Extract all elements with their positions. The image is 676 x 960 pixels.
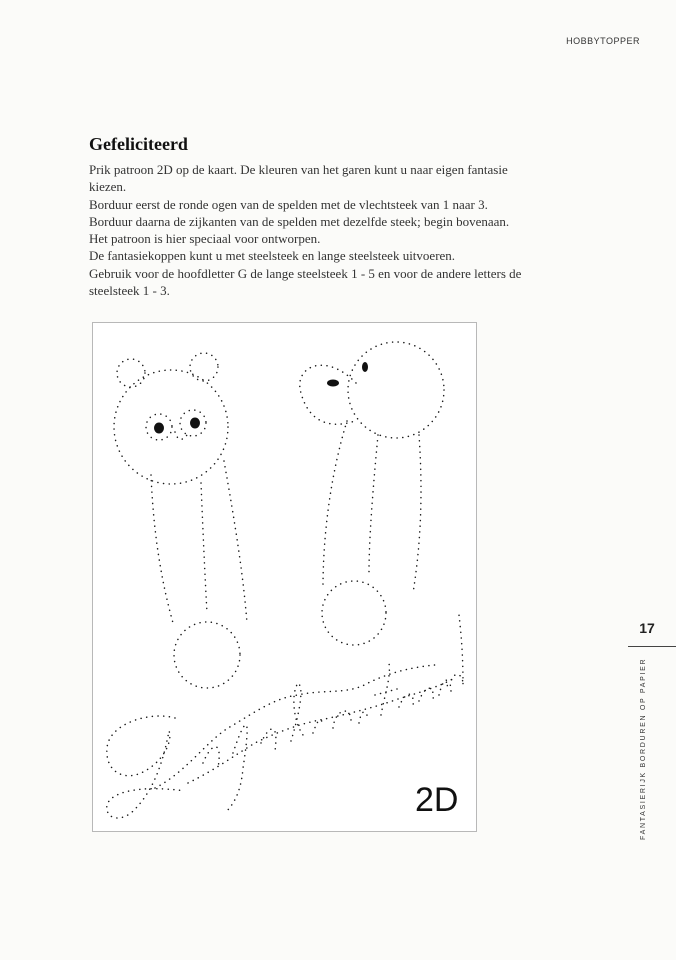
bear-right-eye [190, 418, 200, 429]
page-number: 17 [639, 620, 655, 636]
letter-t [375, 663, 397, 715]
pattern-label: 2D [415, 781, 459, 819]
bear-right-ear [190, 353, 218, 381]
duck-head [348, 342, 444, 438]
article-title: Gefeliciteerd [89, 134, 188, 154]
page-number-divider [628, 646, 676, 647]
bear-left-ear [117, 359, 145, 387]
bear-left-eye [154, 423, 164, 434]
bear-pin-shaft [201, 483, 207, 613]
body-line-3: Borduur eerst de ronde ogen van de spelden met de vlechtsteek van 1 naar 3. [89, 196, 488, 212]
body-line-2: kiezen. [89, 179, 127, 195]
letter-e2 [261, 729, 276, 751]
duck-pin-shaft [369, 435, 378, 573]
bear-pin-loop [174, 622, 240, 688]
duck-eye [362, 362, 368, 372]
body-line-4: Borduur daarna de zijkanten van de spelden met dezelfde steek; begin bovenaan. [89, 213, 510, 229]
bear-pin-left-side [151, 475, 173, 623]
letter-g-outline [107, 716, 185, 818]
script-lettering [107, 615, 463, 818]
embroidery-pattern-card [92, 322, 477, 832]
body-line-6: De fantasiekoppen kunt u met steelsteek en lange steelsteek uitvoeren. [89, 248, 456, 264]
lettering-baseline-upper [155, 665, 435, 788]
letter-i2 [359, 712, 368, 723]
bear-head [114, 370, 228, 484]
side-caption: FANTASIERIJK BORDUREN OP PAPIER [640, 657, 647, 840]
letter-e3 [399, 694, 413, 707]
pattern-drawing [93, 323, 478, 833]
bear-pin [114, 353, 247, 688]
letter-e1 [203, 747, 219, 768]
letter-l [291, 683, 303, 741]
body-line-1: Prik patroon 2D op de kaart. De kleuren van het garen kunt u naar eigen fantasie [89, 162, 508, 177]
duck-beak [300, 365, 356, 424]
letter-e4 [419, 688, 433, 701]
body-line-5: Het patroon is hier speciaal voor ontworpen. [89, 231, 321, 247]
lettering-baseline-lower [188, 679, 453, 783]
article [89, 134, 617, 299]
duck-pin [300, 342, 444, 645]
duck-pin-loop [322, 581, 386, 645]
duck-pin-left-side [323, 421, 347, 588]
section-tag: HOBBYTOPPER [566, 36, 640, 46]
body-line-7: Gebruik voor de hoofdletter G de lange steelsteek 1 - 5 en voor de andere letters de [89, 265, 522, 281]
duck-pin-right-side [413, 435, 421, 593]
letter-f [225, 725, 247, 813]
letter-i1 [313, 720, 323, 733]
body-line-8: steelsteek 1 - 3. [89, 283, 170, 299]
bear-pin-right-side [224, 461, 247, 623]
duck-beak-eye [327, 380, 339, 387]
